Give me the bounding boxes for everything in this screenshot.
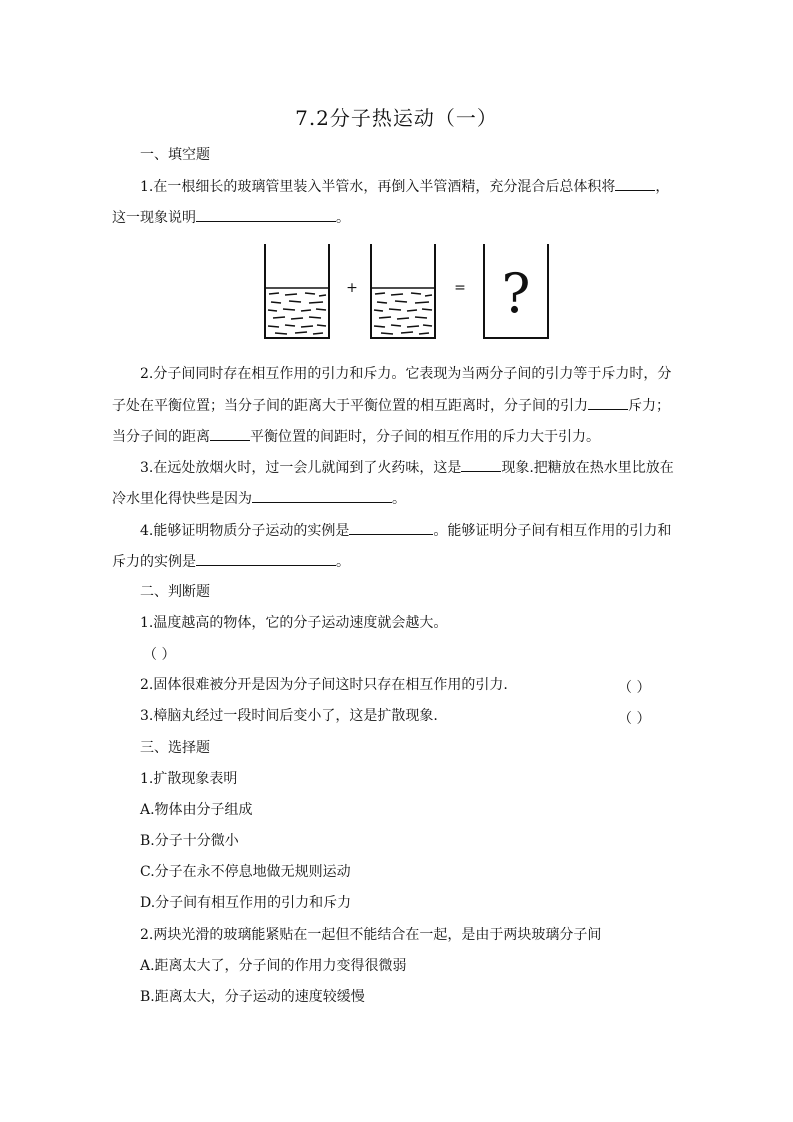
alcohol-beaker [371, 244, 435, 338]
fill-q2-line2 [112, 395, 670, 416]
fill-q2-text: 子处在平衡位置；当分子间的距离大于平衡位置的相互距离时，分子间的引力 [112, 398, 588, 414]
fill-q4-punct: 。 [336, 554, 350, 570]
fill-q1-punct-2: 。 [336, 210, 350, 226]
fill-q2-line3 [112, 426, 600, 447]
equals-sign: = [454, 280, 466, 296]
fill-q3-text: 3.在远处放烟火时，过一会儿就闻到了火药味，这是 [140, 460, 462, 476]
fill-q3-text-2: 现象.把糖放在热水里比放在 [501, 460, 674, 476]
choice-q1: 1.扩散现象表明 [140, 771, 238, 787]
page-title: 7.2分子热运动（一） [295, 106, 498, 130]
answer-blank[interactable] [349, 520, 433, 535]
beaker-figure [255, 240, 555, 344]
section-heading-choice: 三、选择题 [140, 740, 210, 756]
water-beaker [265, 244, 329, 338]
fill-q2-line1: 2.分子间同时存在相互作用的引力和斥力。它表现为当两分子间的引力等于斥力时，分 [140, 366, 672, 382]
fill-q2-text-2: 斥力； [628, 398, 670, 414]
fill-q4-text: 4.能够证明物质分子运动的实例是 [140, 523, 350, 539]
fill-q3-punct: 。 [392, 491, 406, 507]
choice-q1-option-b[interactable]: B.分子十分微小 [140, 833, 239, 849]
fill-q4-text-3: 斥力的实例是 [112, 554, 196, 570]
fill-q4-line1 [140, 520, 671, 541]
result-beaker [484, 244, 548, 338]
fill-q1-text-2: 这一现象说明 [112, 210, 196, 226]
choice-q1-option-d[interactable]: D.分子间有相互作用的引力和斥力 [140, 895, 352, 911]
answer-blank[interactable] [588, 395, 628, 410]
fill-q4-line2 [112, 551, 350, 572]
fill-q1-line2 [112, 207, 350, 228]
section-heading-judge: 二、判断题 [140, 584, 210, 600]
liquid-texture [268, 293, 326, 334]
fill-q1-punct: ， [655, 179, 670, 195]
choice-q2-option-a[interactable]: A.距离太大了，分子间的作用力变得很微弱 [140, 958, 407, 974]
liquid-texture [374, 293, 432, 334]
answer-blank[interactable] [196, 207, 336, 222]
choice-q2-option-b[interactable]: B.距离太大，分子运动的速度较缓慢 [140, 989, 365, 1005]
fill-q3-line2 [112, 488, 406, 509]
choice-q2: 2.两块光滑的玻璃能紧贴在一起但不能结合在一起，是由于两块玻璃分子间 [140, 927, 602, 943]
fill-q3-line1 [140, 457, 674, 478]
judge-q2-answer[interactable]: （ ） [618, 680, 651, 696]
judge-q1: 1.温度越高的物体，它的分子运动速度就会越大。 [140, 615, 448, 631]
choice-q1-option-a[interactable]: A.物体由分子组成 [140, 802, 253, 818]
judge-q1-answer[interactable]: （ ） [143, 647, 176, 663]
question-mark-icon: ? [501, 262, 531, 325]
fill-q2-text-4: 平衡位置的间距时，分子间的相互作用的斥力大于引力。 [250, 429, 600, 445]
answer-blank[interactable] [196, 551, 336, 566]
fill-q2-text-3: 当分子间的距离 [112, 429, 210, 445]
plus-sign: + [346, 280, 358, 296]
fill-q3-text-3: 冷水里化得快些是因为 [112, 491, 252, 507]
section-heading-fill: 一、填空题 [140, 147, 210, 163]
judge-q3-answer[interactable]: （ ） [618, 711, 651, 727]
fill-q1-line1 [140, 176, 669, 197]
answer-blank[interactable] [615, 176, 655, 191]
answer-blank[interactable] [210, 426, 250, 441]
fill-q1-text: 1.在一根细长的玻璃管里装入半管水，再倒入半管酒精，充分混合后总体积将 [140, 179, 616, 195]
answer-blank[interactable] [252, 488, 392, 503]
judge-q2: 2.固体很难被分开是因为分子间这时只存在相互作用的引力. [140, 677, 508, 693]
answer-blank[interactable] [461, 457, 501, 472]
choice-q1-option-c[interactable]: C.分子在永不停息地做无规则运动 [140, 864, 351, 880]
judge-q3: 3.樟脑丸经过一段时间后变小了，这是扩散现象. [140, 708, 438, 724]
fill-q4-text-2: 。能够证明分子间有相互作用的引力和 [433, 523, 672, 539]
